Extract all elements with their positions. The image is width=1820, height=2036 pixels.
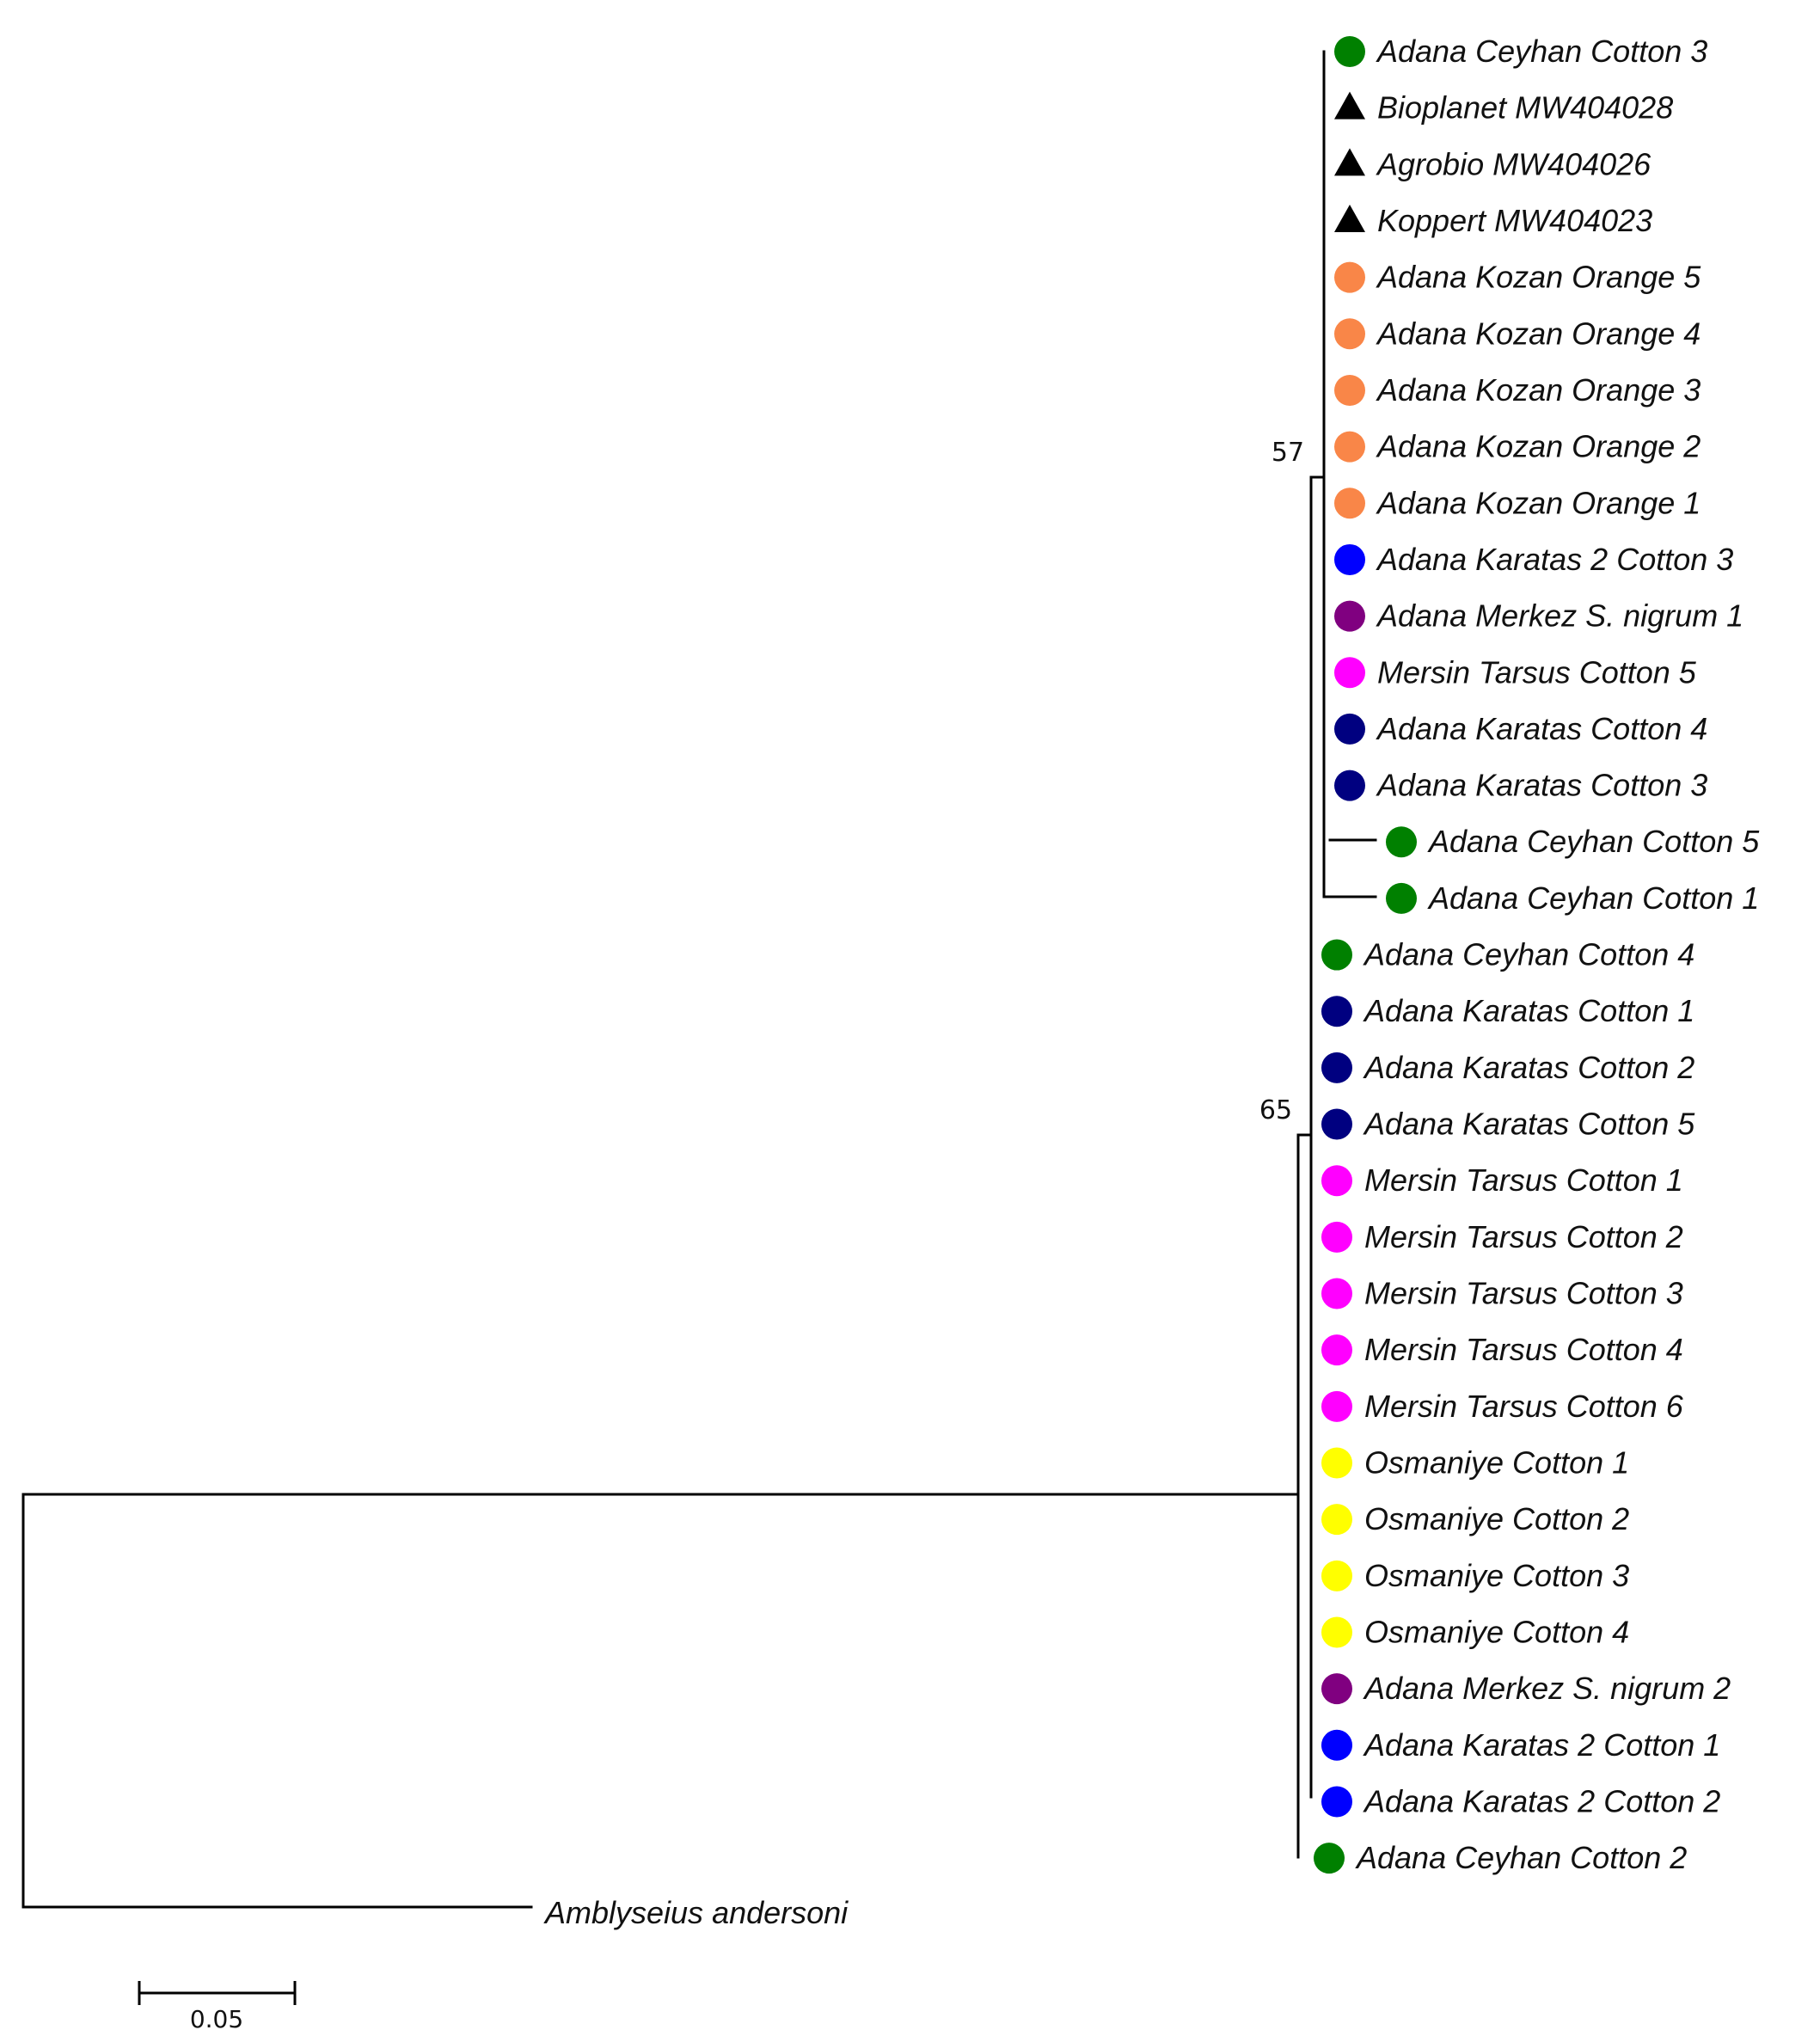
tip-label: Mersin Tarsus Cotton 2 bbox=[1364, 1218, 1683, 1254]
circle-marker-icon bbox=[1334, 488, 1365, 518]
tip-label: Adana Karatas Cotton 2 bbox=[1364, 1049, 1695, 1085]
tip-33 bbox=[1314, 1840, 1687, 1875]
tip-label: Koppert MW404023 bbox=[1377, 202, 1653, 238]
tip-11 bbox=[1334, 598, 1743, 634]
tip-9 bbox=[1334, 485, 1701, 520]
tip-label: Adana Ceyhan Cotton 3 bbox=[1377, 34, 1708, 69]
tip-label: Adana Karatas 2 Cotton 3 bbox=[1377, 541, 1734, 577]
tip-13 bbox=[1334, 711, 1707, 746]
circle-marker-icon bbox=[1321, 1052, 1352, 1083]
tip-8 bbox=[1334, 429, 1701, 464]
tip-4 bbox=[1334, 203, 1652, 238]
tip-28 bbox=[1321, 1558, 1629, 1593]
circle-marker-icon bbox=[1321, 1673, 1352, 1704]
tip-label: Adana Karatas Cotton 5 bbox=[1364, 1106, 1695, 1142]
tip-12 bbox=[1334, 654, 1697, 690]
tip-label: Adana Karatas 2 Cotton 2 bbox=[1364, 1783, 1721, 1819]
tip-24 bbox=[1321, 1332, 1683, 1367]
circle-marker-icon bbox=[1334, 770, 1365, 801]
circle-marker-icon bbox=[1334, 432, 1365, 463]
circle-marker-icon bbox=[1334, 601, 1365, 632]
tip-label: Osmaniye Cotton 3 bbox=[1364, 1557, 1630, 1593]
tip-20 bbox=[1321, 1107, 1695, 1142]
circle-marker-icon bbox=[1334, 262, 1365, 293]
tip-1 bbox=[1334, 34, 1707, 69]
tip-21 bbox=[1321, 1162, 1683, 1198]
scale-bar bbox=[139, 1981, 295, 2005]
tip-5 bbox=[1334, 260, 1701, 295]
tip-label: Adana Kozan Orange 2 bbox=[1377, 428, 1701, 464]
circle-marker-icon bbox=[1321, 940, 1352, 971]
circle-marker-icon bbox=[1321, 1616, 1352, 1647]
circle-marker-icon bbox=[1334, 375, 1365, 406]
tip-label: Osmaniye Cotton 1 bbox=[1364, 1444, 1630, 1481]
circle-marker-icon bbox=[1321, 1334, 1352, 1365]
tip-label: Adana Kozan Orange 1 bbox=[1377, 485, 1701, 521]
tip-label: Mersin Tarsus Cotton 6 bbox=[1364, 1388, 1683, 1424]
triangle-marker-icon bbox=[1334, 205, 1365, 232]
circle-marker-icon bbox=[1321, 1279, 1352, 1309]
circle-marker-icon bbox=[1321, 1222, 1352, 1253]
circle-marker-icon bbox=[1321, 1504, 1352, 1535]
tip-label: Adana Karatas Cotton 1 bbox=[1364, 993, 1695, 1029]
triangle-marker-icon bbox=[1334, 92, 1365, 120]
tip-19 bbox=[1321, 1050, 1694, 1085]
tip-3 bbox=[1334, 146, 1651, 181]
tip-14 bbox=[1334, 768, 1707, 803]
tip-16 bbox=[1386, 880, 1759, 916]
tip-label: Adana Kozan Orange 3 bbox=[1377, 371, 1701, 408]
tip-32 bbox=[1321, 1783, 1720, 1818]
tip-label: Adana Merkez S. nigrum 1 bbox=[1377, 598, 1744, 634]
circle-marker-icon bbox=[1321, 1448, 1352, 1479]
tip-25 bbox=[1321, 1389, 1684, 1424]
tip-label: Adana Karatas Cotton 3 bbox=[1377, 767, 1708, 803]
circle-marker-icon bbox=[1321, 996, 1352, 1027]
tip-23 bbox=[1321, 1276, 1683, 1311]
tip-label: Adana Ceyhan Cotton 4 bbox=[1364, 936, 1695, 972]
tip-2 bbox=[1334, 90, 1673, 126]
outgroup-label: Amblyseius andersoni bbox=[545, 1895, 849, 1930]
tip-label: Adana Ceyhan Cotton 2 bbox=[1357, 1840, 1688, 1876]
tip-label: Adana Karatas 2 Cotton 1 bbox=[1364, 1726, 1721, 1763]
circle-marker-icon bbox=[1321, 1391, 1352, 1422]
tip-label: Osmaniye Cotton 4 bbox=[1364, 1614, 1630, 1650]
tip-26 bbox=[1321, 1445, 1629, 1481]
tip-label: Agrobio MW404026 bbox=[1377, 146, 1651, 182]
triangle-marker-icon bbox=[1334, 148, 1365, 175]
circle-marker-icon bbox=[1321, 1730, 1352, 1761]
tip-10 bbox=[1334, 542, 1733, 577]
tip-27 bbox=[1321, 1501, 1629, 1536]
tip-label: Adana Ceyhan Cotton 1 bbox=[1429, 880, 1760, 916]
scale-bar-label: 0.05 bbox=[189, 2005, 244, 2033]
tip-label: Adana Karatas Cotton 4 bbox=[1377, 710, 1708, 746]
tip-label: Osmaniye Cotton 2 bbox=[1364, 1501, 1630, 1537]
tip-18 bbox=[1321, 993, 1694, 1028]
tip-label: Mersin Tarsus Cotton 5 bbox=[1377, 654, 1696, 690]
circle-marker-icon bbox=[1321, 1786, 1352, 1817]
tip-6 bbox=[1334, 316, 1701, 351]
tip-label: Bioplanet MW404028 bbox=[1377, 89, 1674, 126]
tip-labels bbox=[1314, 34, 1760, 1875]
circle-marker-icon bbox=[1334, 36, 1365, 67]
tip-label: Adana Kozan Orange 5 bbox=[1377, 259, 1701, 295]
tip-30 bbox=[1321, 1671, 1731, 1706]
tip-17 bbox=[1321, 937, 1694, 972]
tip-31 bbox=[1321, 1727, 1720, 1763]
tip-7 bbox=[1334, 372, 1701, 408]
circle-marker-icon bbox=[1314, 1843, 1345, 1873]
tip-15 bbox=[1386, 824, 1760, 859]
circle-marker-icon bbox=[1386, 883, 1417, 914]
tip-label: Mersin Tarsus Cotton 4 bbox=[1364, 1332, 1683, 1368]
tip-label: Adana Kozan Orange 4 bbox=[1377, 316, 1701, 352]
circle-marker-icon bbox=[1321, 1109, 1352, 1140]
tip-label: Adana Ceyhan Cotton 5 bbox=[1429, 824, 1760, 860]
circle-marker-icon bbox=[1386, 826, 1417, 857]
bootstrap-65-label: 65 bbox=[1259, 1095, 1293, 1125]
circle-marker-icon bbox=[1334, 714, 1365, 745]
circle-marker-icon bbox=[1334, 657, 1365, 688]
tip-29 bbox=[1321, 1614, 1629, 1649]
tip-label: Mersin Tarsus Cotton 1 bbox=[1364, 1162, 1683, 1199]
tip-22 bbox=[1321, 1219, 1683, 1254]
circle-marker-icon bbox=[1321, 1561, 1352, 1591]
circle-marker-icon bbox=[1321, 1165, 1352, 1196]
tip-label: Mersin Tarsus Cotton 3 bbox=[1364, 1275, 1683, 1311]
bootstrap-57-label: 57 bbox=[1271, 438, 1305, 468]
circle-marker-icon bbox=[1334, 544, 1365, 575]
circle-marker-icon bbox=[1334, 318, 1365, 349]
tree-branches bbox=[23, 52, 1376, 1907]
tip-label: Adana Merkez S. nigrum 2 bbox=[1364, 1671, 1731, 1707]
